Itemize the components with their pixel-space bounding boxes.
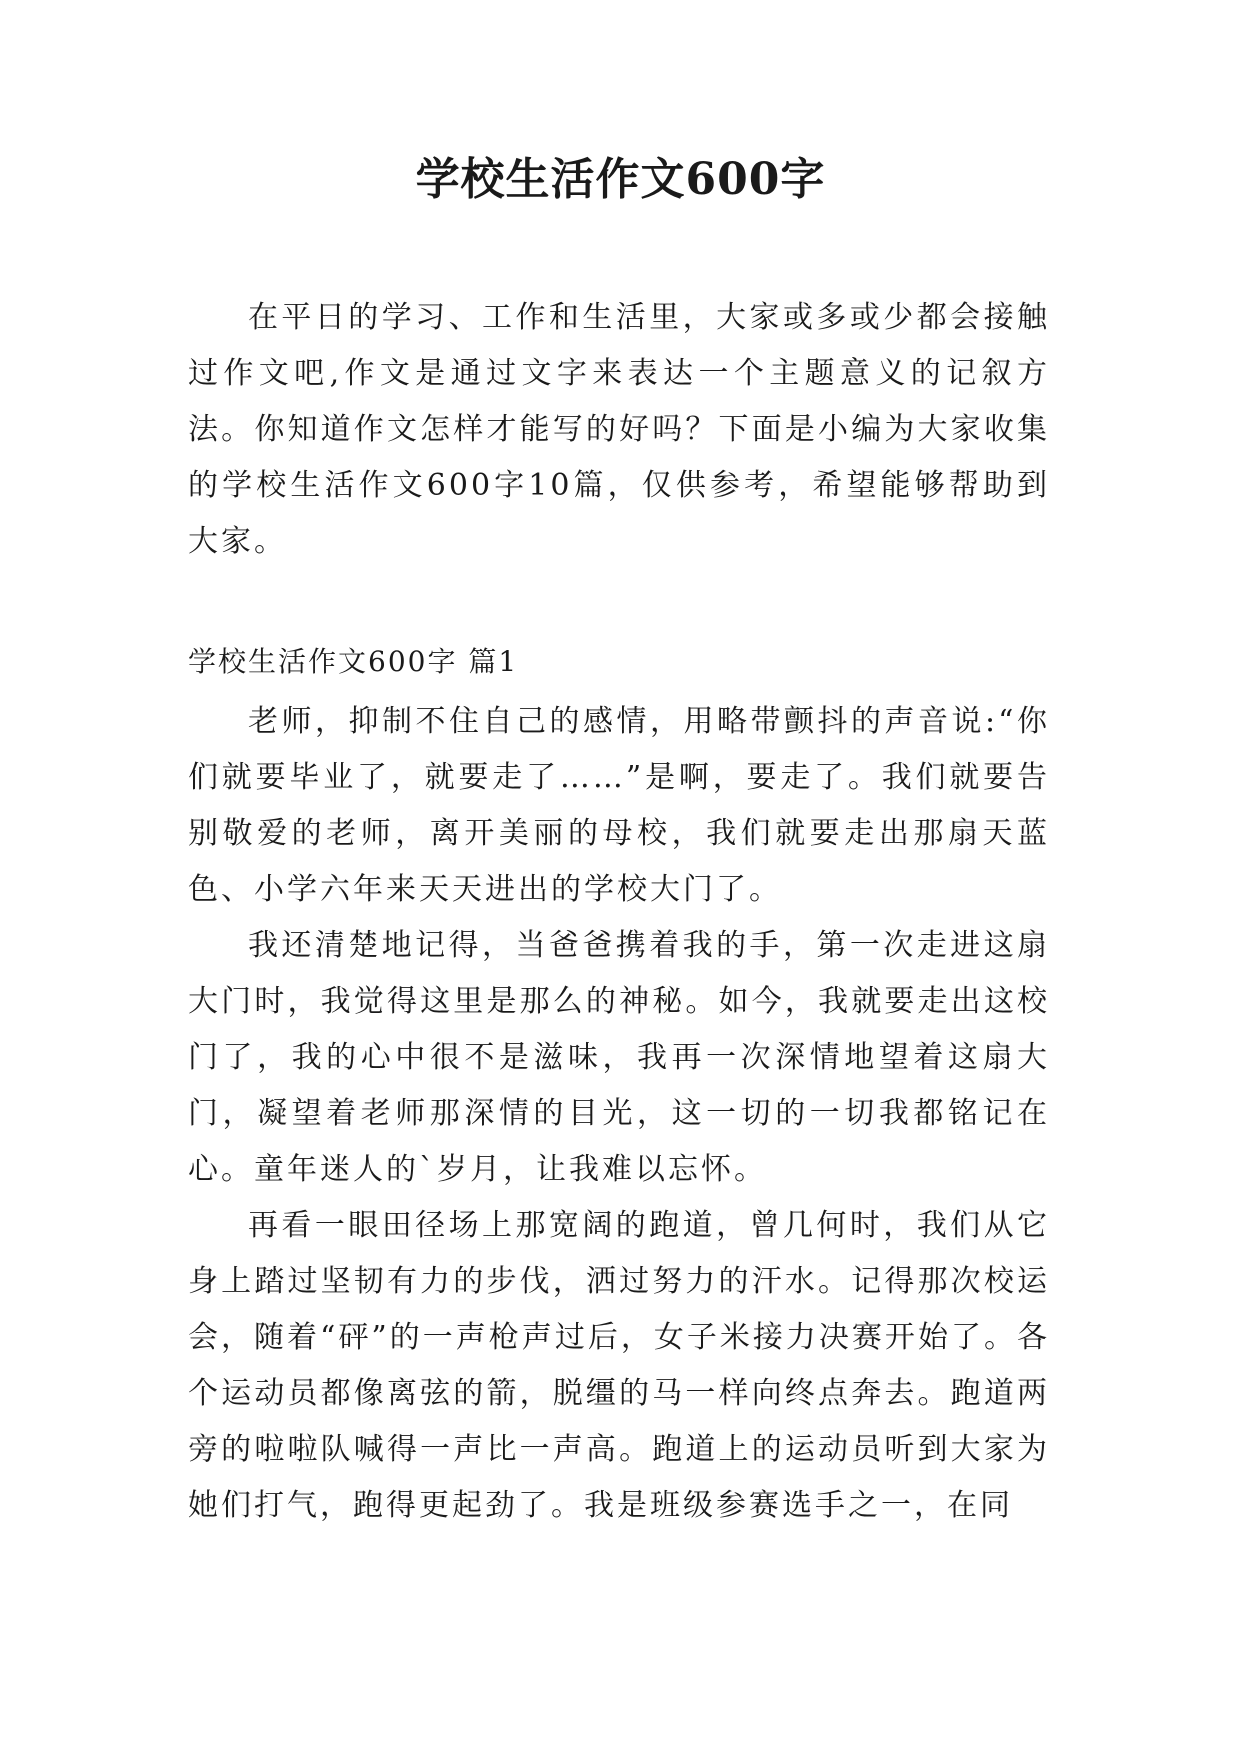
document-title: 学校生活作文600字 (415, 154, 826, 205)
essay-paragraph-1: 老师，抑制不住自己的感情，用略带颤抖的声音说:“你们就要毕业了，就要走了……”是啊，要走了。我们就要告别敬爱的老师，离开美丽的母校，我们就要走出那扇天蓝色、小学六年来天天进出的学校大门了。 (188, 704, 1050, 907)
essay-paragraph-2: 我还清楚地记得，当爸爸携着我的手，第一次走进这扇大门时，我觉得这里是那么的神秘。如今，我就要走出这校门了，我的心中很不是滋味，我再一次深情地望着这扇大门，凝望着老师那深情的目光，这一切的一切我都铭记在心。童年迷人的`岁月，让我难以忘怀。 (188, 928, 1050, 1187)
intro-text: 在平日的学习、工作和生活里，大家或多或少都会接触过作文吧,作文是通过文字来表达一个主题意义的记叙方法。你知道作文怎样才能写的好吗？下面是小编为大家收集的学校生活作文600字10篇，仅供参考，希望能够帮助到大家。 (188, 300, 1050, 559)
essay-body (188, 694, 1050, 1534)
intro-paragraph (188, 290, 1050, 570)
section-heading: 学校生活作文600字 篇1 (188, 645, 519, 678)
essay-paragraph-3: 再看一眼田径场上那宽阔的跑道，曾几何时，我们从它身上踏过坚韧有力的步伐，洒过努力的汗水。记得那次校运会，随着“砰”的一声枪声过后，女子米接力决赛开始了。各个运动员都像离弦的箭，脱缰的马一样向终点奔去。跑道两旁的啦啦队喊得一声比一声高。跑道上的运动员听到大家为她们打气，跑得更起劲了。我是班级参赛选手之一，在同 (188, 1208, 1050, 1523)
